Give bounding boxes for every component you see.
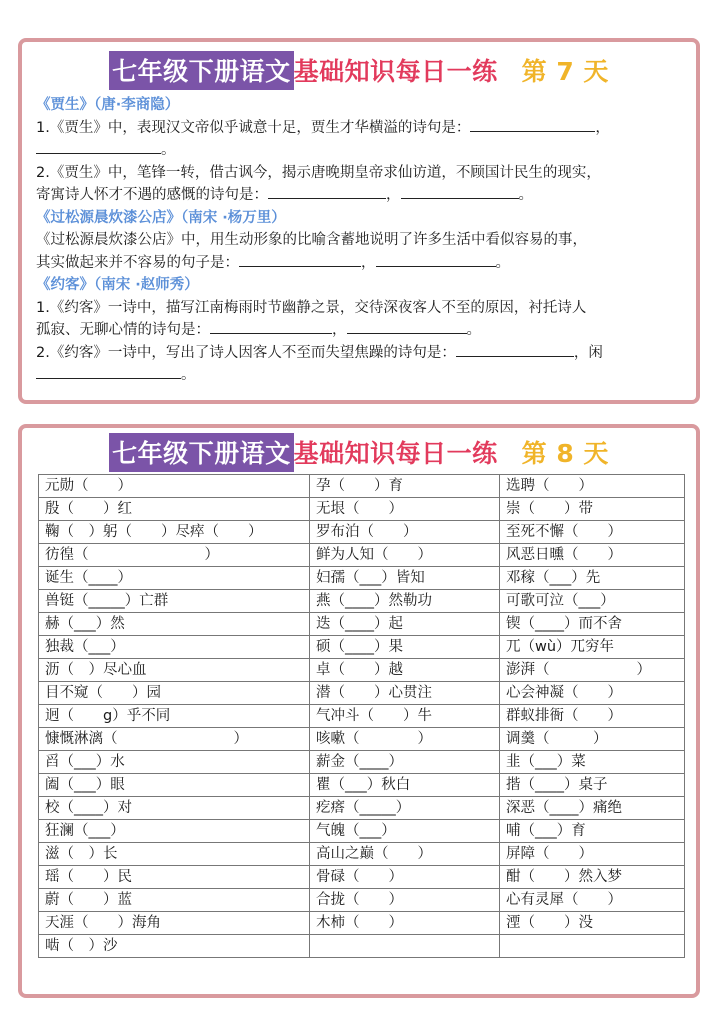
table-cell[interactable]: 无垠（ ） <box>310 498 500 521</box>
table-cell[interactable]: 彷徨（ ） <box>39 544 310 567</box>
table-cell[interactable]: 诞生（____） <box>39 567 310 590</box>
table-cell[interactable]: 硕（____）果 <box>310 636 500 659</box>
section-heading-jiasheng: 《贾生》（唐·李商隐） <box>36 97 180 113</box>
day8-title-grade: 七年级下册语文 <box>109 433 294 472</box>
table-row <box>39 590 685 613</box>
table-cell[interactable]: 心会神凝（ ） <box>500 682 685 705</box>
table-cell[interactable]: 合拢（ ） <box>310 889 500 912</box>
day7-questions <box>36 94 682 387</box>
table-cell[interactable]: 卓（ ）越 <box>310 659 500 682</box>
table-cell[interactable]: 澎湃（ ） <box>500 659 685 682</box>
answer-blank[interactable] <box>347 319 467 334</box>
table-cell[interactable]: 鲜为人知（ ） <box>310 544 500 567</box>
table-row <box>39 912 685 935</box>
table-row <box>39 728 685 751</box>
table-cell[interactable]: 骨碌（ ） <box>310 866 500 889</box>
table-cell[interactable] <box>500 935 685 958</box>
table-cell[interactable]: 校（____）对 <box>39 797 310 820</box>
table-row <box>39 521 685 544</box>
day7-day-label: 第 7 天 <box>521 57 609 86</box>
question-text: 孤寂、无聊心情的诗句是： ， 。 <box>36 319 682 342</box>
answer-blank[interactable] <box>36 139 161 154</box>
table-cell[interactable]: 选聘（ ） <box>500 475 685 498</box>
answer-blank[interactable] <box>36 364 181 379</box>
answer-blank[interactable] <box>470 117 595 132</box>
table-cell[interactable]: 调羹（ ） <box>500 728 685 751</box>
day7-title-subject: 基础知识每日一练 <box>293 57 498 86</box>
day7-title-grade: 七年级下册语文 <box>109 51 294 90</box>
table-row <box>39 843 685 866</box>
table-cell[interactable]: 潜（ ）心贯注 <box>310 682 500 705</box>
table-cell[interactable]: 迭（____）起 <box>310 613 500 636</box>
question-text: 《过松源晨炊漆公店》中，用生动形象的比喻含蓄地说明了许多生活中看似容易的事， <box>36 232 587 248</box>
table-row <box>39 774 685 797</box>
table-cell[interactable]: 兀（wù）兀穷年 <box>500 636 685 659</box>
table-row <box>39 659 685 682</box>
table-cell[interactable]: 气冲斗（ ）牛 <box>310 705 500 728</box>
answer-blank[interactable] <box>239 252 361 267</box>
table-cell[interactable]: 元勋（ ） <box>39 475 310 498</box>
table-cell[interactable]: 揩（____）桌子 <box>500 774 685 797</box>
table-cell[interactable]: 阖（___）眼 <box>39 774 310 797</box>
table-cell[interactable]: 天涯（ ）海角 <box>39 912 310 935</box>
table-cell[interactable]: 木柿（ ） <box>310 912 500 935</box>
day8-title <box>22 434 696 470</box>
day8-card <box>18 424 700 998</box>
table-row <box>39 475 685 498</box>
table-cell[interactable]: 赫（___）然 <box>39 613 310 636</box>
table-cell[interactable]: 迥（ g）乎不同 <box>39 705 310 728</box>
table-cell[interactable]: 锲（____）而不舍 <box>500 613 685 636</box>
table-cell[interactable]: 慷慨淋漓（ ） <box>39 728 310 751</box>
table-cell[interactable]: 鞠（ ）躬（ ）尽瘁（ ） <box>39 521 310 544</box>
table-cell[interactable]: 罗布泊（ ） <box>310 521 500 544</box>
table-row <box>39 751 685 774</box>
table-cell[interactable]: 殷（ ）红 <box>39 498 310 521</box>
table-cell[interactable]: 蔚（ ）蓝 <box>39 889 310 912</box>
day7-card <box>18 38 700 404</box>
table-cell[interactable]: 啮（ ）沙 <box>39 935 310 958</box>
answer-blank[interactable] <box>210 319 332 334</box>
table-cell[interactable]: 沥（ ）尽心血 <box>39 659 310 682</box>
pinyin-table <box>38 474 685 958</box>
table-cell[interactable]: 滋（ ）长 <box>39 843 310 866</box>
table-cell[interactable]: 深恶（____）痛绝 <box>500 797 685 820</box>
table-row <box>39 636 685 659</box>
table-cell[interactable]: 咳嗽（ ） <box>310 728 500 751</box>
table-cell[interactable]: 燕（____）然勒功 <box>310 590 500 613</box>
table-row <box>39 498 685 521</box>
question-text: 2.《约客》一诗中，写出了诗人因客人不至而失望焦躁的诗句是： ，闲 <box>36 342 682 365</box>
table-cell[interactable]: 瞿（___）秋白 <box>310 774 500 797</box>
table-cell[interactable]: 高山之巅（ ） <box>310 843 500 866</box>
question-text: 。 <box>36 364 682 387</box>
table-cell[interactable] <box>310 935 500 958</box>
question-text: 。 <box>36 139 682 162</box>
table-row <box>39 866 685 889</box>
table-cell[interactable]: 至死不懈（ ） <box>500 521 685 544</box>
table-cell[interactable]: 独裁（___） <box>39 636 310 659</box>
table-row <box>39 820 685 843</box>
table-cell[interactable]: 酣（ ）然入梦 <box>500 866 685 889</box>
table-cell[interactable]: 气魄（___） <box>310 820 500 843</box>
table-row <box>39 567 685 590</box>
answer-blank[interactable] <box>401 184 519 199</box>
answer-blank[interactable] <box>376 252 496 267</box>
day8-title-subject: 基础知识每日一练 <box>293 439 498 468</box>
table-cell[interactable]: 薪金（____） <box>310 751 500 774</box>
table-row <box>39 935 685 958</box>
table-row <box>39 544 685 567</box>
table-cell[interactable]: 疙瘩（_____） <box>310 797 500 820</box>
question-text: 寄寓诗人怀才不遇的感慨的诗句是： ， 。 <box>36 184 682 207</box>
table-cell[interactable]: 湮（ ）没 <box>500 912 685 935</box>
table-cell[interactable]: 心有灵犀（ ） <box>500 889 685 912</box>
answer-blank[interactable] <box>268 184 386 199</box>
table-row <box>39 705 685 728</box>
table-cell[interactable]: 屏障（ ） <box>500 843 685 866</box>
table-cell[interactable]: 邓稼（___）先 <box>500 567 685 590</box>
table-cell[interactable]: 舀（___）水 <box>39 751 310 774</box>
table-row <box>39 889 685 912</box>
day7-title <box>22 52 696 88</box>
table-row <box>39 797 685 820</box>
question-text: 其实做起来并不容易的句子是： ， 。 <box>36 252 682 275</box>
section-heading-yueke: 《约客》（南宋 ·赵师秀） <box>36 277 199 293</box>
table-row <box>39 613 685 636</box>
question-text: 2.《贾生》中，笔锋一转，借古讽今，揭示唐晚期皇帝求仙访道，不顾国计民生的现实， <box>36 164 601 181</box>
table-cell[interactable]: 妇孺（___）皆知 <box>310 567 500 590</box>
table-cell[interactable]: 崇（ ）带 <box>500 498 685 521</box>
table-cell[interactable]: 风恶日曛（ ） <box>500 544 685 567</box>
question-text: 1.《约客》一诗中，描写江南梅雨时节幽静之景，交待深夜客人不至的原因，衬托诗人 <box>36 299 587 316</box>
day8-day-label: 第 8 天 <box>521 439 609 468</box>
answer-blank[interactable] <box>456 342 574 357</box>
table-cell[interactable]: 目不窥（ ）园 <box>39 682 310 705</box>
question-text: 1.《贾生》中，表现汉文帝似乎诚意十足，贾生才华横溢的诗句是： ， <box>36 117 682 140</box>
table-row <box>39 682 685 705</box>
pinyin-table-body <box>39 475 685 958</box>
table-cell[interactable]: 孕（ ）育 <box>310 475 500 498</box>
table-cell[interactable]: 狂澜（___） <box>39 820 310 843</box>
table-cell[interactable]: 兽铤（_____）亡群 <box>39 590 310 613</box>
table-cell[interactable]: 瑶（ ）民 <box>39 866 310 889</box>
section-heading-guosongyuan: 《过松源晨炊漆公店》（南宋 ·杨万里） <box>36 209 286 226</box>
table-cell[interactable]: 韭（___）菜 <box>500 751 685 774</box>
table-cell[interactable]: 群蚁排衙（ ） <box>500 705 685 728</box>
table-cell[interactable]: 可歌可泣（___） <box>500 590 685 613</box>
table-cell[interactable]: 哺（___）育 <box>500 820 685 843</box>
